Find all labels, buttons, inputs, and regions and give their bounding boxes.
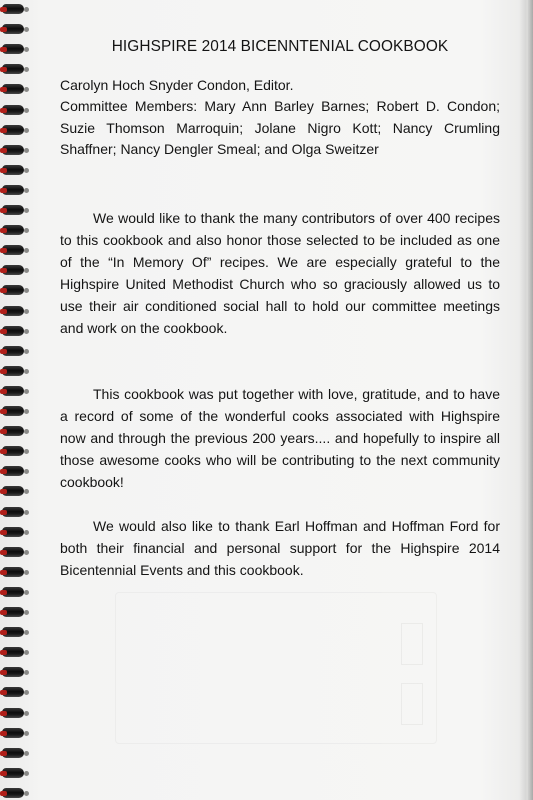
- binding-coil: [2, 527, 24, 537]
- binding-hole: [24, 489, 29, 494]
- binding-coil: [2, 567, 24, 577]
- spiral-binding: [0, 0, 30, 800]
- binding-hole: [24, 47, 29, 52]
- binding-coil: [2, 24, 24, 34]
- binding-coil: [2, 768, 24, 778]
- binding-coil: [2, 84, 24, 94]
- binding-hole: [24, 650, 29, 655]
- binding-coil: [2, 185, 24, 195]
- binding-hole: [24, 570, 29, 575]
- binding-hole: [24, 449, 29, 454]
- binding-hole: [24, 7, 29, 12]
- editor-line: Carolyn Hoch Snyder Condon, Editor.: [60, 77, 294, 93]
- binding-coil: [2, 627, 24, 637]
- binding-coil: [2, 366, 24, 376]
- page-edge-shadow: [519, 0, 533, 800]
- binding-coil: [2, 326, 24, 336]
- binding-hole: [24, 268, 29, 273]
- binding-hole: [24, 67, 29, 72]
- page-title: HIGHSPIRE 2014 BICENNTENIAL COOKBOOK: [111, 38, 449, 55]
- binding-coil: [2, 406, 24, 416]
- binding-coil: [2, 245, 24, 255]
- binding-hole: [24, 711, 29, 716]
- binding-hole: [24, 550, 29, 555]
- show-through-bleed: [115, 592, 437, 744]
- binding-hole: [24, 87, 29, 92]
- binding-coil: [2, 44, 24, 54]
- binding-hole: [24, 168, 29, 173]
- credits-block: [60, 75, 500, 160]
- binding-hole: [24, 690, 29, 695]
- binding-coil: [2, 145, 24, 155]
- binding-hole: [24, 409, 29, 414]
- binding-hole: [24, 349, 29, 354]
- binding-hole: [24, 27, 29, 32]
- committee-members: Committee Members: Mary Ann Barley Barnes; Robert D. Condon; Suzie Thomson Marroquin; Jolane Nigro Kott; Nancy Crumling Shaffner; Nancy Dengler Smeal; and Olga Sweitzer: [60, 98, 500, 157]
- binding-hole: [24, 329, 29, 334]
- binding-hole: [24, 610, 29, 615]
- binding-hole: [24, 469, 29, 474]
- binding-coil: [2, 587, 24, 597]
- binding-hole: [24, 771, 29, 776]
- binding-coil: [2, 225, 24, 235]
- binding-coil: [2, 265, 24, 275]
- paragraph-purpose: This cookbook was put together with love, gratitude, and to have a record of some of the wonderful cooks associated with Highspire now and through the previous 200 years.... and hopefully to inspire all those awesome cooks who will be contributing to the next community cookbook!: [60, 386, 500, 490]
- binding-hole: [24, 309, 29, 314]
- binding-hole: [24, 429, 29, 434]
- binding-hole: [24, 369, 29, 374]
- binding-coil: [2, 708, 24, 718]
- binding-coil: [2, 466, 24, 476]
- binding-hole: [24, 791, 29, 796]
- binding-coil: [2, 125, 24, 135]
- binding-coil: [2, 346, 24, 356]
- binding-hole: [24, 751, 29, 756]
- binding-hole: [24, 108, 29, 113]
- paragraph-thanks-contributors: We would like to thank the many contributors of over 400 recipes to this cookbook and also honor those selected to be included as one of the “In Memory Of” recipes. We are especially grateful to the Highspire United Methodist Church who so graciously allowed us to use their air conditioned social hall to hold our committee meetings and work on the cookbook.: [60, 210, 500, 336]
- binding-hole: [24, 288, 29, 293]
- binding-hole: [24, 389, 29, 394]
- binding-coil: [2, 64, 24, 74]
- binding-coil: [2, 105, 24, 115]
- binding-coil: [2, 486, 24, 496]
- binding-hole: [24, 248, 29, 253]
- binding-coil: [2, 205, 24, 215]
- binding-coil: [2, 547, 24, 557]
- binding-hole: [24, 208, 29, 213]
- binding-coil: [2, 687, 24, 697]
- binding-coil: [2, 748, 24, 758]
- binding-coil: [2, 728, 24, 738]
- binding-hole: [24, 731, 29, 736]
- binding-coil: [2, 165, 24, 175]
- binding-coil: [2, 446, 24, 456]
- binding-hole: [24, 510, 29, 515]
- binding-hole: [24, 630, 29, 635]
- binding-hole: [24, 530, 29, 535]
- binding-coil: [2, 306, 24, 316]
- binding-coil: [2, 426, 24, 436]
- binding-coil: [2, 607, 24, 617]
- binding-coil: [2, 507, 24, 517]
- binding-coil: [2, 647, 24, 657]
- binding-hole: [24, 670, 29, 675]
- paragraph-sponsor-thanks: We would also like to thank Earl Hoffman and Hoffman Ford for both their financial and personal support for the Highspire 2014 Bicentennial Events and this cookbook.: [60, 518, 500, 578]
- binding-hole: [24, 128, 29, 133]
- binding-hole: [24, 590, 29, 595]
- binding-hole: [24, 228, 29, 233]
- binding-hole: [24, 148, 29, 153]
- binding-coil: [2, 667, 24, 677]
- binding-hole: [24, 188, 29, 193]
- binding-coil: [2, 285, 24, 295]
- binding-coil: [2, 788, 24, 798]
- binding-coil: [2, 386, 24, 396]
- binding-coil: [2, 4, 24, 14]
